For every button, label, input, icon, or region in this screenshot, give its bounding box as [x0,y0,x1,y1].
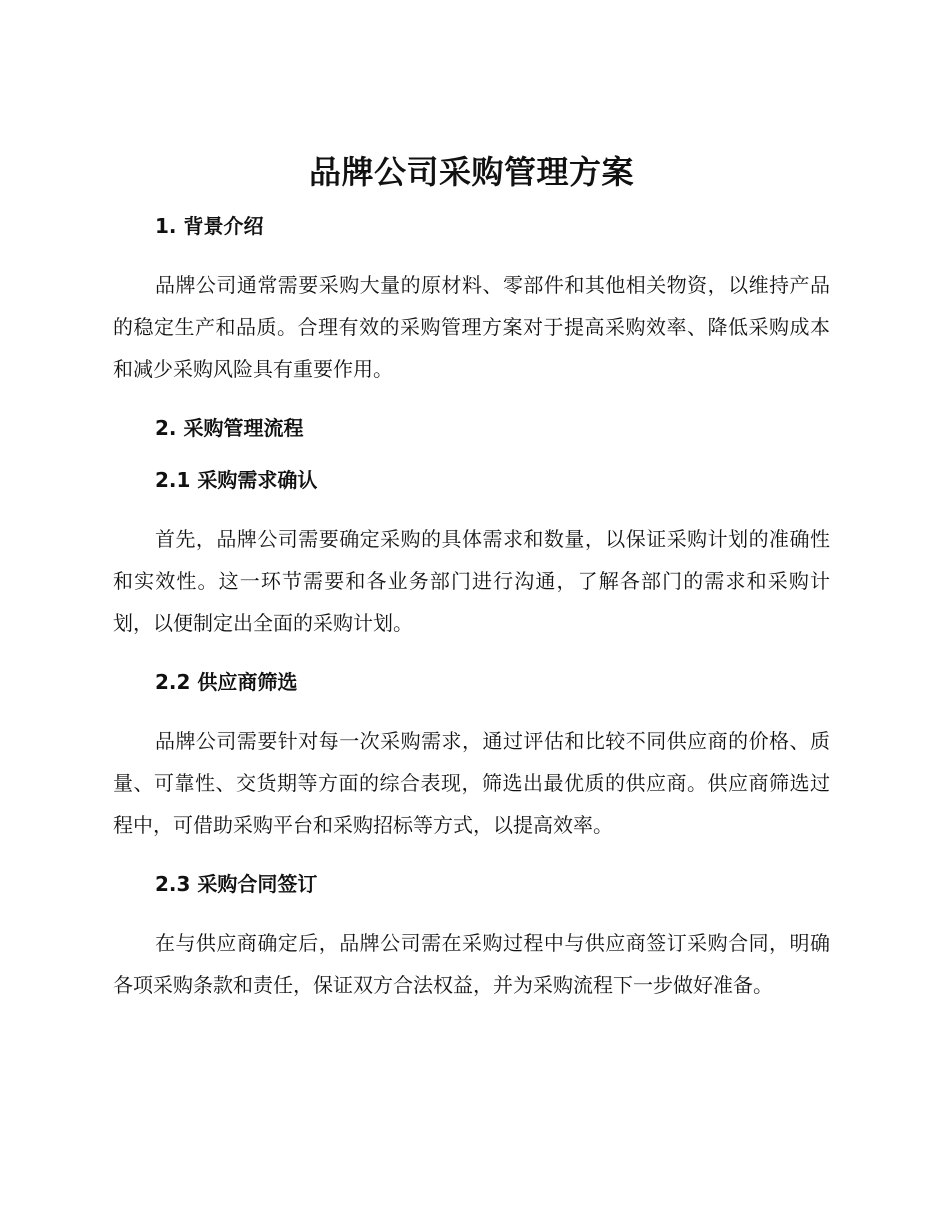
sub-heading-contract-signing: 2.3 采购合同签订 [155,872,318,896]
paragraph-contract-signing: 在与供应商确定后，品牌公司需在采购过程中与供应商签订采购合同，明确各项采购条款和责任，保证双方合法权益，并为采购流程下一步做好准备。 [113,931,830,997]
paragraph-supplier-screening: 品牌公司需要针对每一次采购需求，通过评估和比较不同供应商的价格、质量、可靠性、交货期等方面的综合表现，筛选出最优质的供应商。供应商筛选过程中，可借助采购平台和采购招标等方式，以提高效率。 [113,729,830,837]
document-title: 品牌公司采购管理方案 [308,153,634,191]
sub-heading-supplier-screening: 2.2 供应商筛选 [155,670,298,694]
sub-heading-demand-confirmation: 2.1 采购需求确认 [155,468,318,492]
section-heading-background: 1. 背景介绍 [155,214,264,238]
section-heading-process: 2. 采购管理流程 [155,416,304,440]
paragraph-background: 品牌公司通常需要采购大量的原材料、零部件和其他相关物资，以维持产品的稳定生产和品质。合理有效的采购管理方案对于提高采购效率、降低采购成本和减少采购风险具有重要作用。 [113,273,830,381]
paragraph-demand-confirmation: 首先，品牌公司需要确定采购的具体需求和数量，以保证采购计划的准确性和实效性。这一环节需要和各业务部门进行沟通，了解各部门的需求和采购计划，以便制定出全面的采购计划。 [113,527,830,635]
